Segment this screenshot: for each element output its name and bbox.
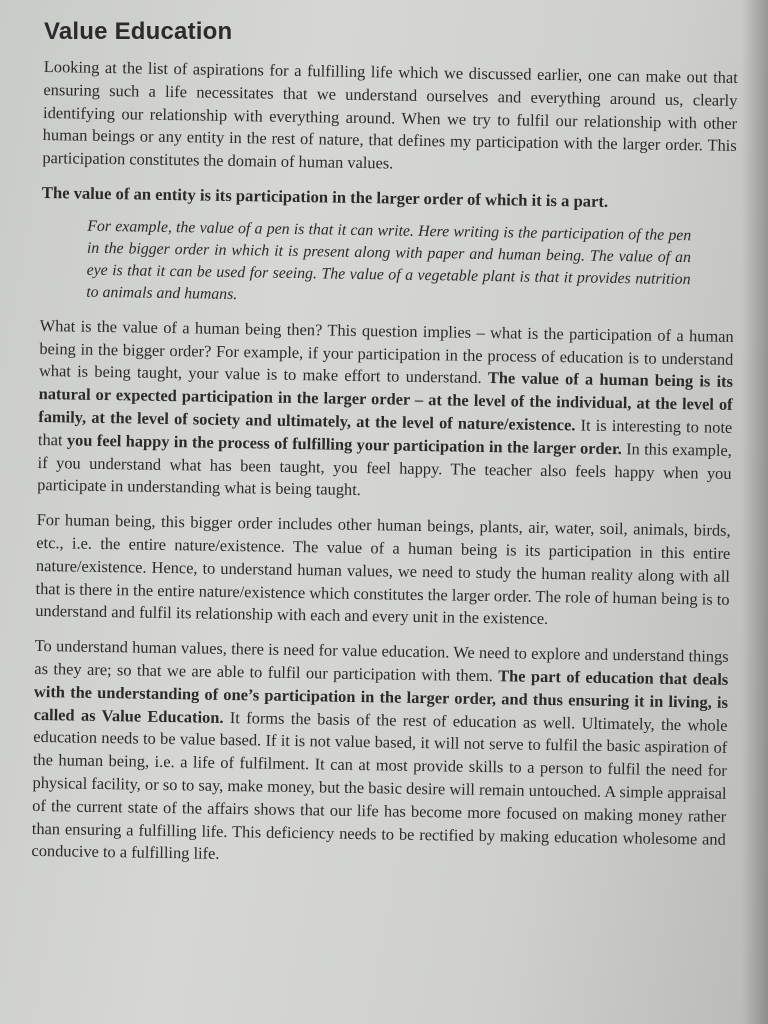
section-heading: Value Education <box>44 18 233 45</box>
example-block: For example, the value of a pen is that it can write. Here writing is the participation of the pen in the bigger order in which it is present along with paper and human being. The value of an eye is that it can be used for seeing. The value of a vegetable plant is that it provides nutrition to animals and humans. <box>86 217 692 303</box>
key-statement: The value of an entity is its participation in the larger order of which it is a part. <box>41 182 609 211</box>
text-run: In this example, if you understand what has been taught, you feel happy. The teacher also feels happy when you participate in understanding what is being taught. <box>37 438 733 500</box>
paragraph-value-education <box>31 635 728 874</box>
bold-run: you feel happy in the process of fulfilling your participation in the larger order. <box>66 430 622 458</box>
bold-run: The value of a human being is its natural or expected participation in the larger order – at the level of the individual, at the level of family, at the level of society and ultimately, at the level of nature/existence. <box>38 368 734 435</box>
page-edge-shadow <box>742 0 768 1024</box>
text-run: It is interesting to note that <box>37 415 733 450</box>
text-run: What is the value of a human being then? This question implies – what is the participation of a human being in the bigger order? For example, if your participation in the process of education is to understand what is being taught, your value is to make effort to understand. <box>38 315 734 388</box>
body-text <box>31 56 738 886</box>
bold-run: The part of education that deals with the understanding of one’s participation in the larger order, and thus ensuring it in living, is called as Value Education. <box>33 666 729 727</box>
paragraph-bigger-order: For human being, this bigger order includes other human beings, plants, air, water, soil, animals, birds, etc., i.e. the entire nature/existence. The value of a human being is its participation in this entire nature/existence. Hence, to understand human values, we need to study the human reality along with all that is there in the entire nature/existence which constitutes the larger order. The role of human being is to understand and fulfil its relationship with each and every unit in the existence. <box>35 510 731 629</box>
text-run: To understand human values, there is need for value education. We need to explore and understand things as they are; so that we are able to fulfil our participation with them. <box>34 636 729 686</box>
paragraph-human-value <box>37 315 734 508</box>
paragraph-intro: Looking at the list of aspirations for a fulfilling life which we discussed earlier, one can make out that ensuring such a life necessitates that we understand ourselves and everything around us, clearly identifying our relationship with everything around. When we try to fulfil our relationship with other human beings or any entity in the rest of nature, that defines my participation with the larger order. This participation constitutes the domain of human values. <box>42 56 738 173</box>
text-run: It forms the basis of the rest of education as well. Ultimately, the whole education needs to be value based. If it is not value based, it will not serve to fulfil the basic aspiration of the human being, i.e. a life of fulfilment. It can at most provide skills to a person to fulfil the need for physical facility, or so to say, make money, but the basic desire will remain untouched. A simple appraisal of the current state of the affairs shows that our life has become more focused on making money rather than ensuring a fulfilling life. This deficiency needs to be rectified by making education wholesome and conducive to a fulfilling life. <box>31 707 728 864</box>
